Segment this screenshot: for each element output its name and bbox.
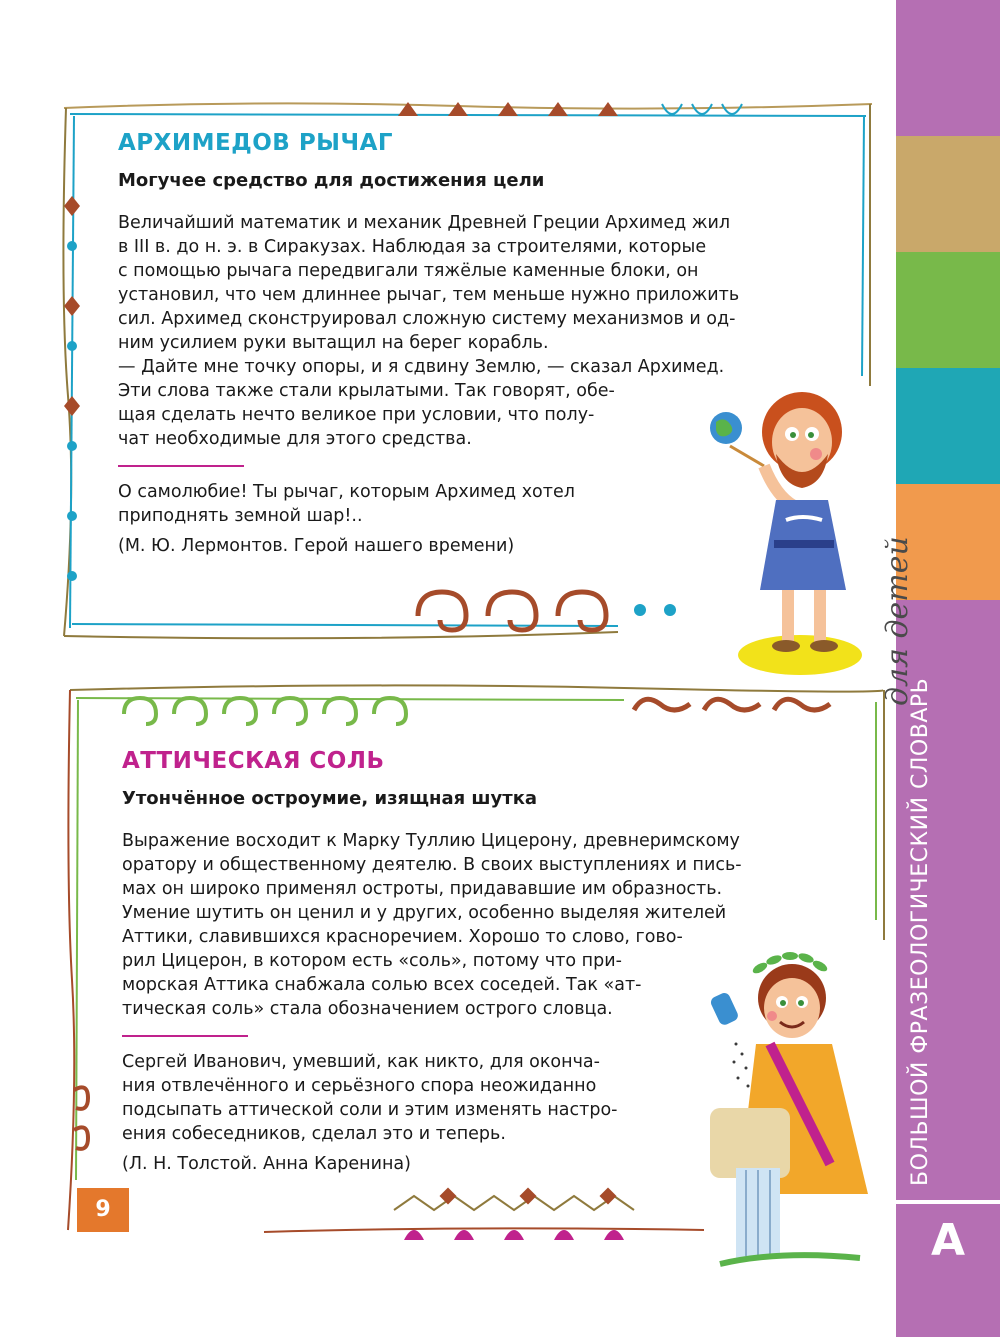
series-subtitle: для детей	[880, 536, 915, 706]
color-tab-green	[896, 252, 1000, 368]
meaning: Утончённое остроумие, изящная шутка	[122, 788, 538, 809]
body-line: с помощью рычага передвигали тяжёлые каменные блоки, он	[118, 261, 699, 281]
section-letter: А	[896, 1200, 1000, 1337]
body-line: рил Цицерон, в котором есть «соль», потому что при-	[122, 951, 622, 971]
quote-line: ения собеседников, сделал это и теперь.	[122, 1123, 506, 1144]
color-tab-teal	[896, 368, 1000, 484]
series-title: БОЛЬШОЙ ФРАЗЕОЛОГИЧЕСКИЙ СЛОВАРЬ	[908, 677, 933, 1186]
quote-source: (М. Ю. Лермонтов. Герой нашего времени)	[118, 535, 515, 556]
quote-source: (Л. Н. Толстой. Анна Каренина)	[122, 1153, 411, 1174]
headword: АРХИМЕДОВ РЫЧАГ	[118, 130, 394, 156]
cicero-illustration	[700, 948, 890, 1278]
quote-line: Сергей Иванович, умевший, как никто, для оконча-	[122, 1051, 600, 1072]
body-line: ним усилием руки вытащил на берег корабль.	[118, 333, 549, 353]
quote-divider	[122, 1035, 248, 1037]
body-line: тическая соль» стала обозначением острого словца.	[122, 999, 613, 1019]
body-line: Выражение восходит к Марку Туллию Цицерону, древнеримскому	[122, 831, 740, 851]
quote-line: ния отвлечённого и серьёзного спора неожиданно	[122, 1075, 597, 1096]
color-tab-purple	[896, 0, 1000, 136]
body-line: Эти слова также стали крылатыми. Так говорят, обе-	[118, 381, 615, 401]
body-line: мах он широко применял остроты, придававшие им образность.	[122, 879, 723, 899]
body-line: морская Аттика снабжала солью всех соседей. Так «ат-	[122, 975, 642, 995]
quote-divider	[118, 465, 244, 467]
body-line: сил. Архимед сконструировал сложную систему механизмов и од-	[118, 309, 736, 329]
body-line: — Дайте мне точку опоры, и я сдвину Землю, — сказал Архимед.	[118, 357, 725, 377]
body-line: Аттики, славившихся красноречием. Хорошо то слово, гово-	[122, 927, 683, 947]
body-line: чат необходимые для этого средства.	[118, 429, 472, 449]
meaning: Могучее средство для достижения цели	[118, 170, 545, 191]
body-line: в III в. до н. э. в Сиракузах. Наблюдая за строителями, которые	[118, 237, 707, 257]
quote-line: приподнять земной шар!..	[118, 505, 363, 526]
page-number: 9	[77, 1188, 129, 1232]
body-line: щая сделать нечто великое при условии, что полу-	[118, 405, 595, 425]
body-line: оратору и общественному деятелю. В своих выступлениях и пись-	[122, 855, 742, 875]
body-line: установил, что чем длиннее рычаг, тем меньше нужно приложить	[118, 285, 740, 305]
headword: АТТИЧЕСКАЯ СОЛЬ	[122, 748, 385, 774]
salt-shaker-icon	[709, 991, 740, 1027]
color-tab-tan	[896, 136, 1000, 252]
tab-divider	[896, 1200, 1000, 1204]
quote-line: подсыпать аттической соли и этим изменять настро-	[122, 1099, 618, 1120]
body-line: Умение шутить он ценил и у других, особенно выделяя жителей	[122, 903, 727, 923]
archimedes-illustration	[690, 370, 880, 680]
body-line: Величайший математик и механик Древней Греции Архимед жил	[118, 213, 731, 233]
quote-line: О самолюбие! Ты рычаг, которым Архимед хотел	[118, 481, 575, 502]
globe-icon	[710, 412, 742, 444]
